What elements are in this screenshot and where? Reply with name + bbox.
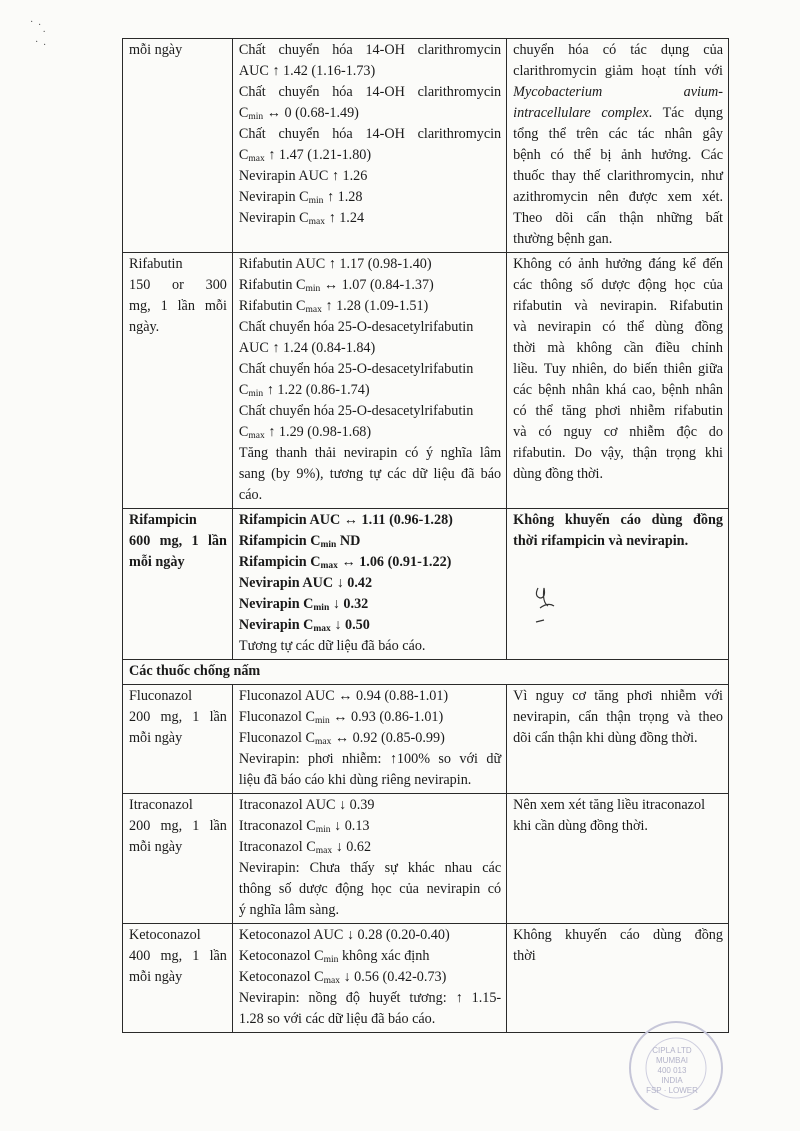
cell-line: khi cần dùng đồng thời. bbox=[513, 818, 648, 834]
recommendation-cell bbox=[507, 794, 729, 924]
cell-line: các bệnh nhân khá cao, bệnh nhân bbox=[513, 382, 723, 398]
cell-line: Itraconazol bbox=[129, 797, 193, 813]
cell-line: ý nghĩa lâm sàng. bbox=[238, 902, 339, 918]
cell-line: Chất chuyển hóa 25-O-desacetylrifabutin bbox=[238, 319, 474, 335]
drug-cell bbox=[123, 685, 233, 794]
table-row bbox=[123, 253, 729, 509]
table-row bbox=[123, 39, 729, 253]
cell-line: clarithromycin giảm hoạt tính với bbox=[513, 63, 723, 79]
cell-line: rifabutin. Do vậy, thận trọng khi bbox=[513, 445, 723, 461]
pk-effect-cell bbox=[232, 794, 506, 924]
cell-line: thời bbox=[513, 948, 536, 964]
handwritten-initials bbox=[528, 578, 568, 628]
cell-line: intracellulare complex. Tác dụng bbox=[513, 105, 723, 121]
cell-line: Tương tự các dữ liệu đã báo cáo. bbox=[238, 638, 426, 654]
cell-line: Nevirapin $C_{min}$ ↑ 1.28 bbox=[238, 189, 363, 206]
recommendation-cell bbox=[507, 253, 729, 509]
cell-line: các thông số dược động học của bbox=[513, 277, 723, 293]
cell-line: 200 mg, 1 lần bbox=[129, 818, 227, 834]
cell-line: Chất chuyển hóa 14-OH clarithromycin bbox=[238, 42, 502, 58]
cell-line: Ketoconazol AUC ↓ 0.28 (0.20-0.40) bbox=[238, 927, 450, 943]
cell-line: $C_{max}$ ↑ 1.47 (1.21-1.80) bbox=[238, 147, 372, 164]
cell-line: thuốc thay thế clarithromycin, như bbox=[513, 168, 723, 184]
cell-line: Chất chuyển hóa 25-O-desacetylrifabutin bbox=[238, 361, 474, 377]
table-row bbox=[123, 509, 729, 660]
cell-line: Nevirapin $C_{max}$ ↓ 0.50 bbox=[238, 617, 370, 634]
cell-line: Rifampicin $C_{max}$ ↔ 1.06 (0.91-1.22) bbox=[238, 554, 452, 571]
cell-line: chuyển hóa có tác dụng của bbox=[513, 42, 723, 58]
cell-line: Rifampicin AUC ↔ 1.11 (0.96-1.28) bbox=[238, 512, 453, 528]
cell-line: mỗi ngày bbox=[129, 42, 183, 58]
cell-line: Fluconazol $C_{min}$ ↔ 0.93 (0.86-1.01) bbox=[238, 709, 444, 726]
cell-line: mg, 1 lần mỗi bbox=[129, 298, 227, 314]
cell-line: Itraconazol AUC ↓ 0.39 bbox=[238, 797, 375, 813]
cell-line: Rifabutin $C_{min}$ ↔ 1.07 (0.84-1.37) bbox=[238, 277, 434, 294]
drug-cell bbox=[123, 39, 233, 253]
scan-specks: · . · · . bbox=[30, 17, 46, 48]
cell-line: tổng thể trên các tác nhân gây bbox=[513, 126, 723, 142]
pk-effect-cell bbox=[232, 685, 506, 794]
drug-cell bbox=[123, 253, 233, 509]
cell-line: 600 mg, 1 lần bbox=[129, 533, 227, 549]
cell-line: Nevirapin: phơi nhiễm: ↑100% so với dữ bbox=[238, 751, 502, 767]
cell-line: mỗi ngày bbox=[129, 839, 183, 855]
cell-line: Mycobacterium avium- bbox=[513, 84, 723, 100]
drug-cell bbox=[123, 509, 233, 660]
cell-line: Fluconazol AUC ↔ 0.94 (0.88-1.01) bbox=[238, 688, 449, 704]
cell-line: AUC ↑ 1.24 (0.84-1.84) bbox=[238, 340, 376, 356]
pk-effect-cell bbox=[232, 253, 506, 509]
cell-line: Không khuyến cáo dùng đồng bbox=[513, 927, 723, 943]
cell-line: mỗi ngày bbox=[129, 730, 183, 746]
cell-line: Vì nguy cơ tăng phơi nhiễm với bbox=[513, 688, 723, 704]
cell-line: dùng đồng thời. bbox=[513, 466, 604, 482]
cell-line: $C_{min}$ ↔ 0 (0.68-1.49) bbox=[238, 105, 359, 122]
drug-cell bbox=[123, 794, 233, 924]
cell-line: 1.28 so với các dữ liệu đã báo cáo. bbox=[238, 1011, 436, 1027]
cell-line: Nevirapin $C_{max}$ ↑ 1.24 bbox=[238, 210, 365, 227]
cell-line: Theo dõi cẩn thận những bất bbox=[513, 210, 723, 226]
cell-line: Không khuyến cáo dùng đồng bbox=[513, 512, 723, 528]
recommendation-cell bbox=[507, 685, 729, 794]
cell-line: Tăng thanh thải nevirapin có ý nghĩa lâm bbox=[238, 445, 502, 461]
cell-line: bệnh có thể bị ảnh hưởng. Các bbox=[513, 147, 723, 163]
cell-line: rifabutin và nevirapin. Rifabutin bbox=[513, 298, 723, 314]
pk-effect-cell bbox=[232, 509, 506, 660]
cell-line: Chất chuyển hóa 14-OH clarithromycin bbox=[238, 126, 502, 142]
cell-line: mỗi ngày bbox=[129, 554, 185, 570]
cell-line: Nevirapin AUC ↑ 1.26 bbox=[238, 168, 368, 184]
cell-line: $C_{min}$ ↑ 1.22 (0.86-1.74) bbox=[238, 382, 370, 399]
cell-line: và có nguy cơ nhiễm độc do bbox=[513, 424, 723, 440]
cell-line: và nevirapin có thể dùng đồng bbox=[513, 319, 723, 335]
cell-line: liệu đã báo cáo khi dùng riêng nevirapin. bbox=[238, 772, 472, 788]
cell-line: thông số dược động học của nevirapin có bbox=[238, 881, 502, 897]
section-row bbox=[123, 660, 729, 685]
cell-line: 150 or 300 bbox=[129, 277, 227, 293]
cell-line: azithromycin nên được xem xét. bbox=[513, 189, 723, 205]
seal-text: CIPLA LTD MUMBAI 400 013 INDIA FSP · LOWER bbox=[646, 1046, 698, 1095]
cell-line: Nên xem xét tăng liều itraconazol bbox=[513, 797, 706, 813]
cell-line: Chất chuyển hóa 14-OH clarithromycin bbox=[238, 84, 502, 100]
cell-line: Rifampicin bbox=[129, 512, 197, 528]
cell-line: Itraconazol $C_{min}$ ↓ 0.13 bbox=[238, 818, 370, 835]
cell-line: Rifabutin bbox=[129, 256, 183, 272]
cell-line: Nevirapin $C_{min}$ ↓ 0.32 bbox=[238, 596, 369, 613]
cell-line: Không có ảnh hưởng đáng kể đến bbox=[513, 256, 723, 272]
drug-interaction-table bbox=[122, 38, 729, 1033]
table-row bbox=[123, 794, 729, 924]
recommendation-cell bbox=[507, 39, 729, 253]
cell-line: Rifabutin $C_{max}$ ↑ 1.28 (1.09-1.51) bbox=[238, 298, 429, 315]
cell-line: Ketoconazol $C_{min}$ không xác định bbox=[238, 948, 430, 965]
cell-line: cáo. bbox=[238, 487, 263, 503]
cell-line: Nevirapin: nồng độ huyết tương: ↑ 1.15- bbox=[238, 990, 502, 1006]
cell-line: dõi cẩn thận khi dùng đồng thời. bbox=[513, 730, 698, 746]
cell-line: có thể tăng phơi nhiễm rifabutin bbox=[513, 403, 723, 419]
cell-line: nevirapin, cẩn thận trọng và theo bbox=[513, 709, 723, 725]
section-title: Các thuốc chống nấm bbox=[123, 660, 729, 685]
cell-line: Nevirapin AUC ↓ 0.42 bbox=[238, 575, 373, 591]
cell-line: $C_{max}$ ↑ 1.29 (0.98-1.68) bbox=[238, 424, 372, 441]
cell-line: Fluconazol $C_{max}$ ↔ 0.92 (0.85-0.99) bbox=[238, 730, 445, 747]
cell-line: thường bệnh gan. bbox=[513, 231, 613, 247]
cell-line: Rifampicin $C_{min}$ ND bbox=[238, 533, 361, 550]
pk-effect-cell bbox=[232, 39, 506, 253]
cell-line: Ketoconazol bbox=[129, 927, 201, 943]
cell-line: Ketoconazol $C_{max}$ ↓ 0.56 (0.42-0.73) bbox=[238, 969, 447, 986]
cell-line: liều. Tuy nhiên, do biến thiên giữa bbox=[513, 361, 723, 377]
cell-line: mỗi ngày bbox=[129, 969, 183, 985]
cell-line: 400 mg, 1 lần bbox=[129, 948, 227, 964]
cell-line: Itraconazol $C_{max}$ ↓ 0.62 bbox=[238, 839, 372, 856]
cell-line: Chất chuyển hóa 25-O-desacetylrifabutin bbox=[238, 403, 474, 419]
cell-line: thời mà không cần điều chỉnh bbox=[513, 340, 723, 356]
cell-line: AUC ↑ 1.42 (1.16-1.73) bbox=[238, 63, 376, 79]
cell-line: ngày. bbox=[129, 319, 160, 335]
table-row bbox=[123, 685, 729, 794]
cell-line: Rifabutin AUC ↑ 1.17 (0.98-1.40) bbox=[238, 256, 432, 272]
cell-line: Fluconazol bbox=[129, 688, 193, 704]
drug-cell bbox=[123, 924, 233, 1033]
cell-line: sang (by 9%), tương tự các dữ liệu đã báo bbox=[238, 466, 502, 482]
cell-line: thời rifampicin và nevirapin. bbox=[513, 533, 689, 549]
cell-line: Nevirapin: Chưa thấy sự khác nhau các bbox=[238, 860, 502, 876]
pk-effect-cell bbox=[232, 924, 506, 1033]
cell-line: 200 mg, 1 lần bbox=[129, 709, 227, 725]
